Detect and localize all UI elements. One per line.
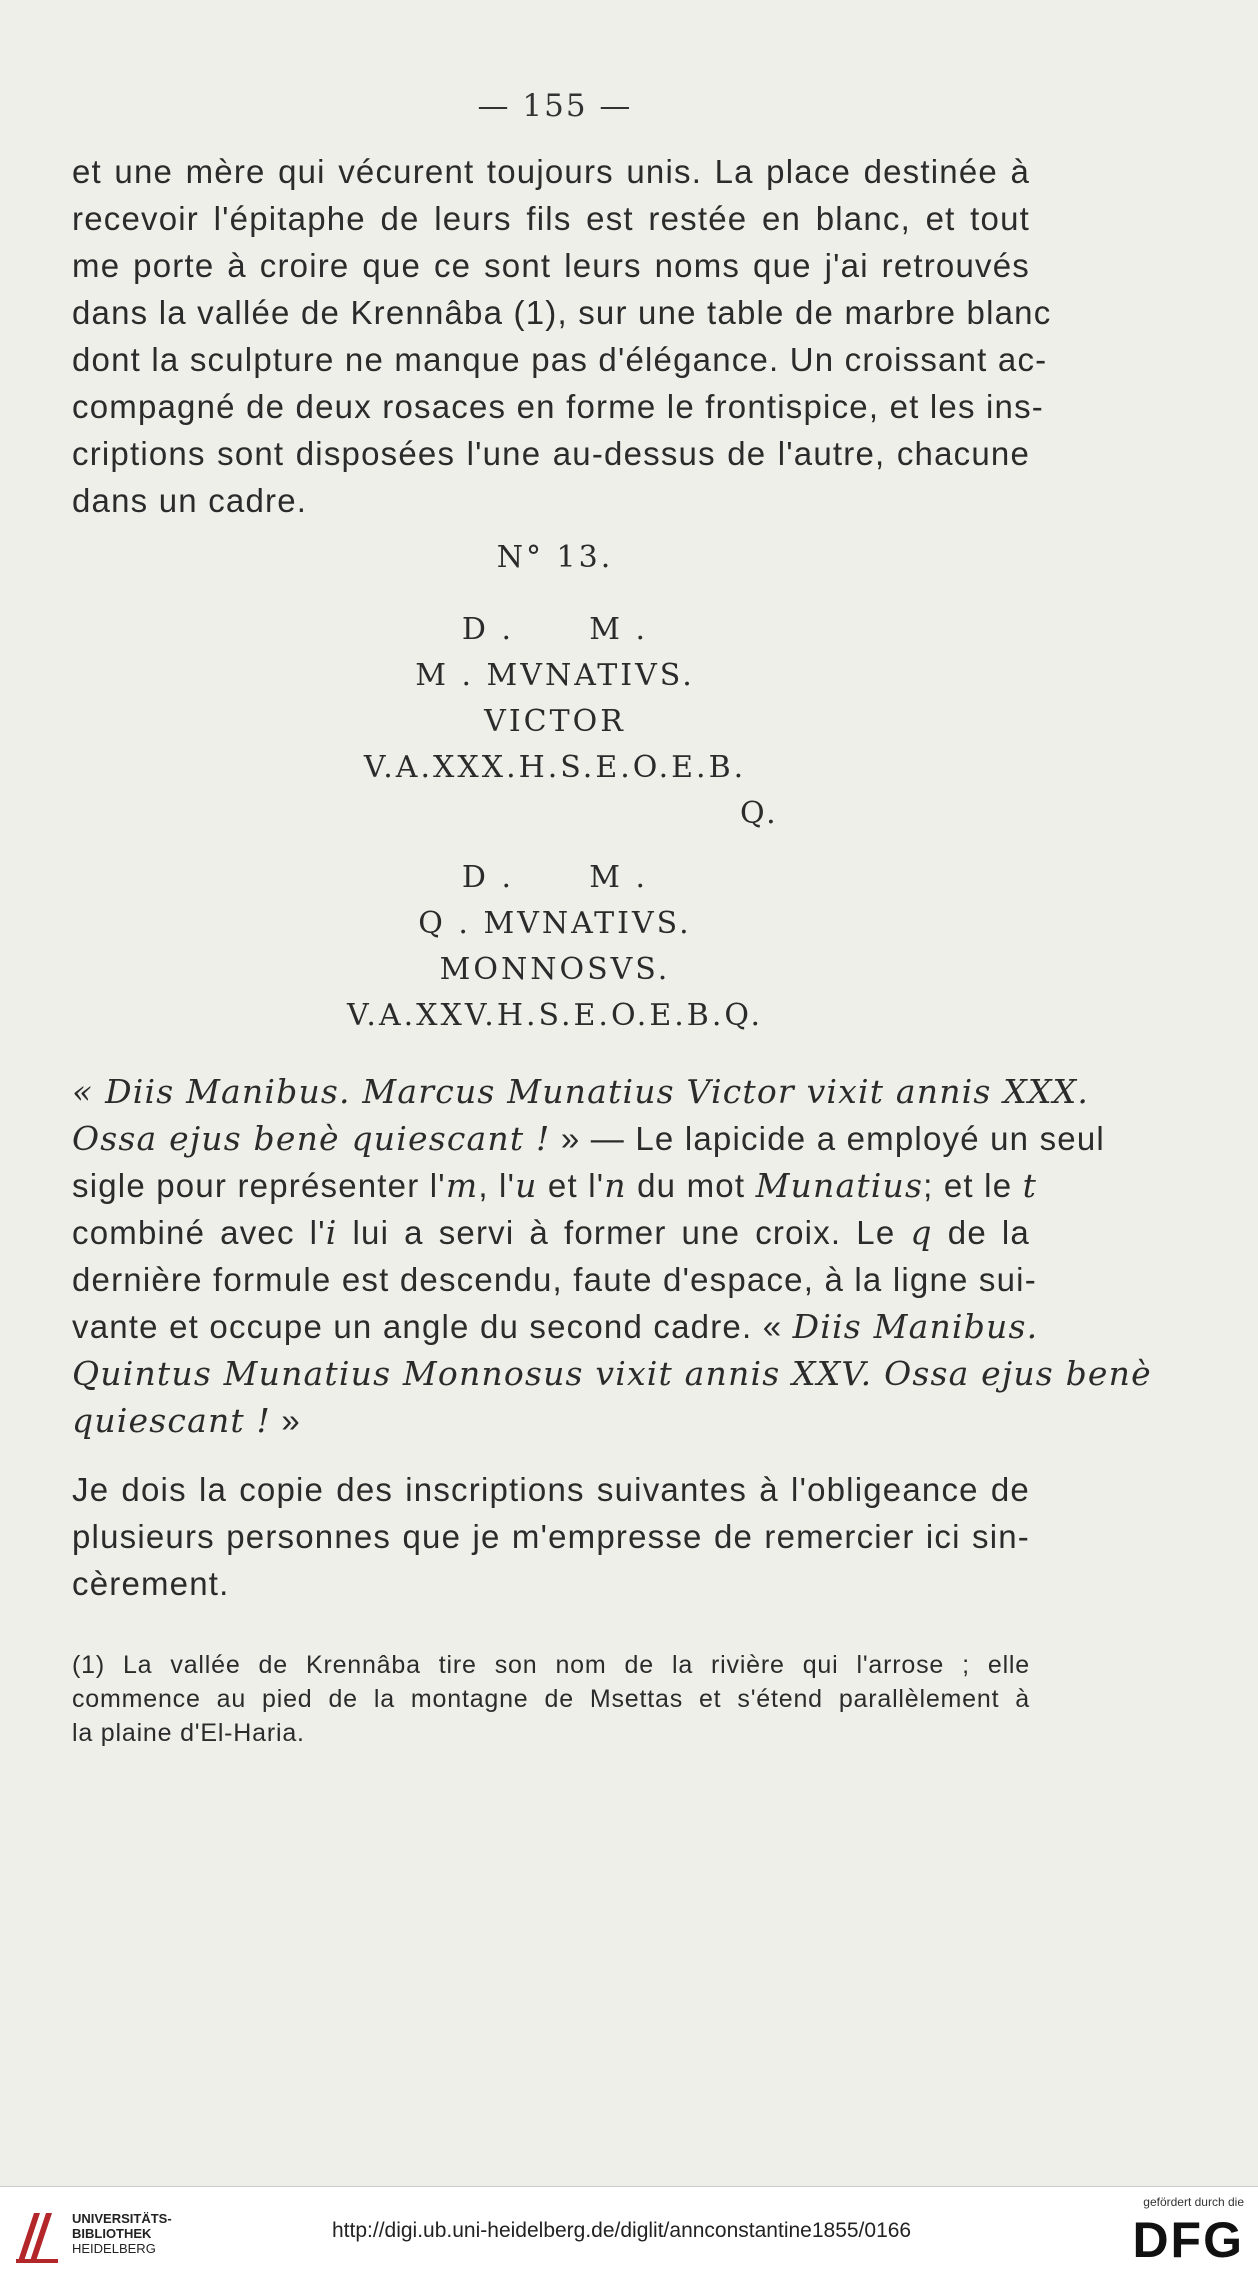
italic-text: m	[445, 1166, 479, 1205]
inscription-line: V.A.XXX.H.S.E.O.E.B.	[363, 750, 747, 785]
text-line: recevoir l'épitaphe de leurs fils est restée en blanc, et tout	[72, 200, 1030, 237]
italic-text: « Diis Manibus. Marcus Munatius Victor vixit annis XXX.	[72, 1072, 1090, 1111]
text-line: dans un cadre.	[72, 482, 308, 519]
viewer-footer	[0, 2186, 1258, 2277]
text-line: dernière formule est descendu, faute d'espace, à la ligne sui-	[72, 1261, 1037, 1298]
text-line	[72, 1350, 1152, 1397]
text-span: vante et occupe un angle du second cadre. «	[72, 1308, 793, 1345]
italic-text: quiescant !	[72, 1401, 272, 1440]
text-line	[72, 1209, 1030, 1256]
italic-text: Munatius	[755, 1166, 924, 1205]
text-span: lui a servi à former une croix. Le	[337, 1214, 911, 1251]
text-line	[72, 1115, 1105, 1162]
inscription-line: VICTOR	[484, 704, 626, 739]
inscription-line: Q.	[740, 796, 779, 831]
footnote-line: la plaine d'El-Haria.	[72, 1719, 305, 1747]
inscription-line: M . MVNATIVS.	[415, 658, 695, 693]
funding-label: gefördert durch die	[1143, 2195, 1244, 2209]
page-number: — 155 —	[477, 88, 633, 124]
text-line	[72, 1397, 1030, 1444]
inscription-line: Q . MVNATIVS.	[418, 906, 692, 941]
footnote-line: (1) La vallée de Krennâba tire son nom de la rivière qui l'arrose ; elle	[72, 1651, 1030, 1679]
italic-text: t	[1022, 1166, 1038, 1205]
text-line: criptions sont disposées l'une au-dessus de l'autre, chacune	[72, 435, 1030, 472]
inscription-line: MONNOSVS.	[439, 952, 671, 987]
university-library-logo-icon	[14, 2207, 60, 2265]
italic-text: u	[515, 1166, 538, 1205]
text-span: de la	[932, 1214, 1030, 1251]
text-line: plusieurs personnes que je m'empresse de remercier ici sin-	[72, 1518, 1030, 1555]
inscription-line: D . M .	[461, 860, 649, 895]
text-span: du mot	[626, 1167, 756, 1204]
library-name-line: HEIDELBERG	[72, 2241, 156, 2256]
italic-text: Ossa ejus benè quiescant !	[72, 1119, 551, 1158]
footnote-line: commence au pied de la montagne de Msettas et s'étend parallèlement à	[72, 1685, 1030, 1713]
text-line: dans la vallée de Krennâba (1), sur une table de marbre blanc	[72, 294, 1052, 331]
text-line: Je dois la copie des inscriptions suivantes à l'obligeance de	[72, 1471, 1030, 1508]
text-span: et l'	[537, 1167, 605, 1204]
text-span: combiné avec l'	[72, 1214, 326, 1251]
paragraph-2	[72, 1068, 1152, 1444]
italic-text: Quintus Munatius Monnosus vixit annis XXV. Ossa ejus benè	[72, 1354, 1152, 1393]
text-line	[72, 1068, 1090, 1115]
text-span: , l'	[478, 1167, 516, 1204]
permalink-url[interactable]: http://digi.ub.uni-heidelberg.de/diglit/annconstantine1855/0166	[332, 2219, 912, 2242]
text-span: ; et le	[923, 1167, 1023, 1204]
text-line: compagné de deux rosaces en forme le frontispice, et les ins-	[72, 388, 1044, 425]
text-line: cèrement.	[72, 1565, 230, 1602]
italic-text: Diis Manibus.	[792, 1307, 1039, 1346]
italic-text: i	[325, 1213, 338, 1252]
text-line: me porte à croire que ce sont leurs noms que j'ai retrouvés	[72, 247, 1030, 284]
library-name-line: UNIVERSITÄTS-	[72, 2211, 172, 2226]
italic-text: q	[910, 1213, 933, 1252]
inscription-number: N° 13.	[496, 540, 614, 575]
text-line: et une mère qui vécurent toujours unis. La place destinée à	[72, 153, 1030, 190]
inscription-line: V.A.XXV.H.S.E.O.E.B.Q.	[346, 998, 763, 1033]
paragraph-3	[72, 1466, 1030, 1607]
dfg-logo: DFG	[1132, 2212, 1244, 2268]
text-span: » — Le lapicide a employé un seul	[550, 1120, 1105, 1157]
text-line: dont la sculpture ne manque pas d'élégance. Un croissant ac-	[72, 341, 1048, 378]
inscription-line: D . M .	[461, 612, 649, 647]
text-span: »	[271, 1402, 301, 1439]
footnote	[72, 1648, 1030, 1750]
italic-text: n	[604, 1166, 627, 1205]
text-span: sigle pour représenter l'	[72, 1167, 446, 1204]
text-line	[72, 1162, 1038, 1209]
library-name	[72, 2211, 172, 2256]
paragraph-1	[72, 148, 1052, 524]
text-line	[72, 1303, 1039, 1350]
library-name-line: BIBLIOTHEK	[72, 2226, 152, 2241]
